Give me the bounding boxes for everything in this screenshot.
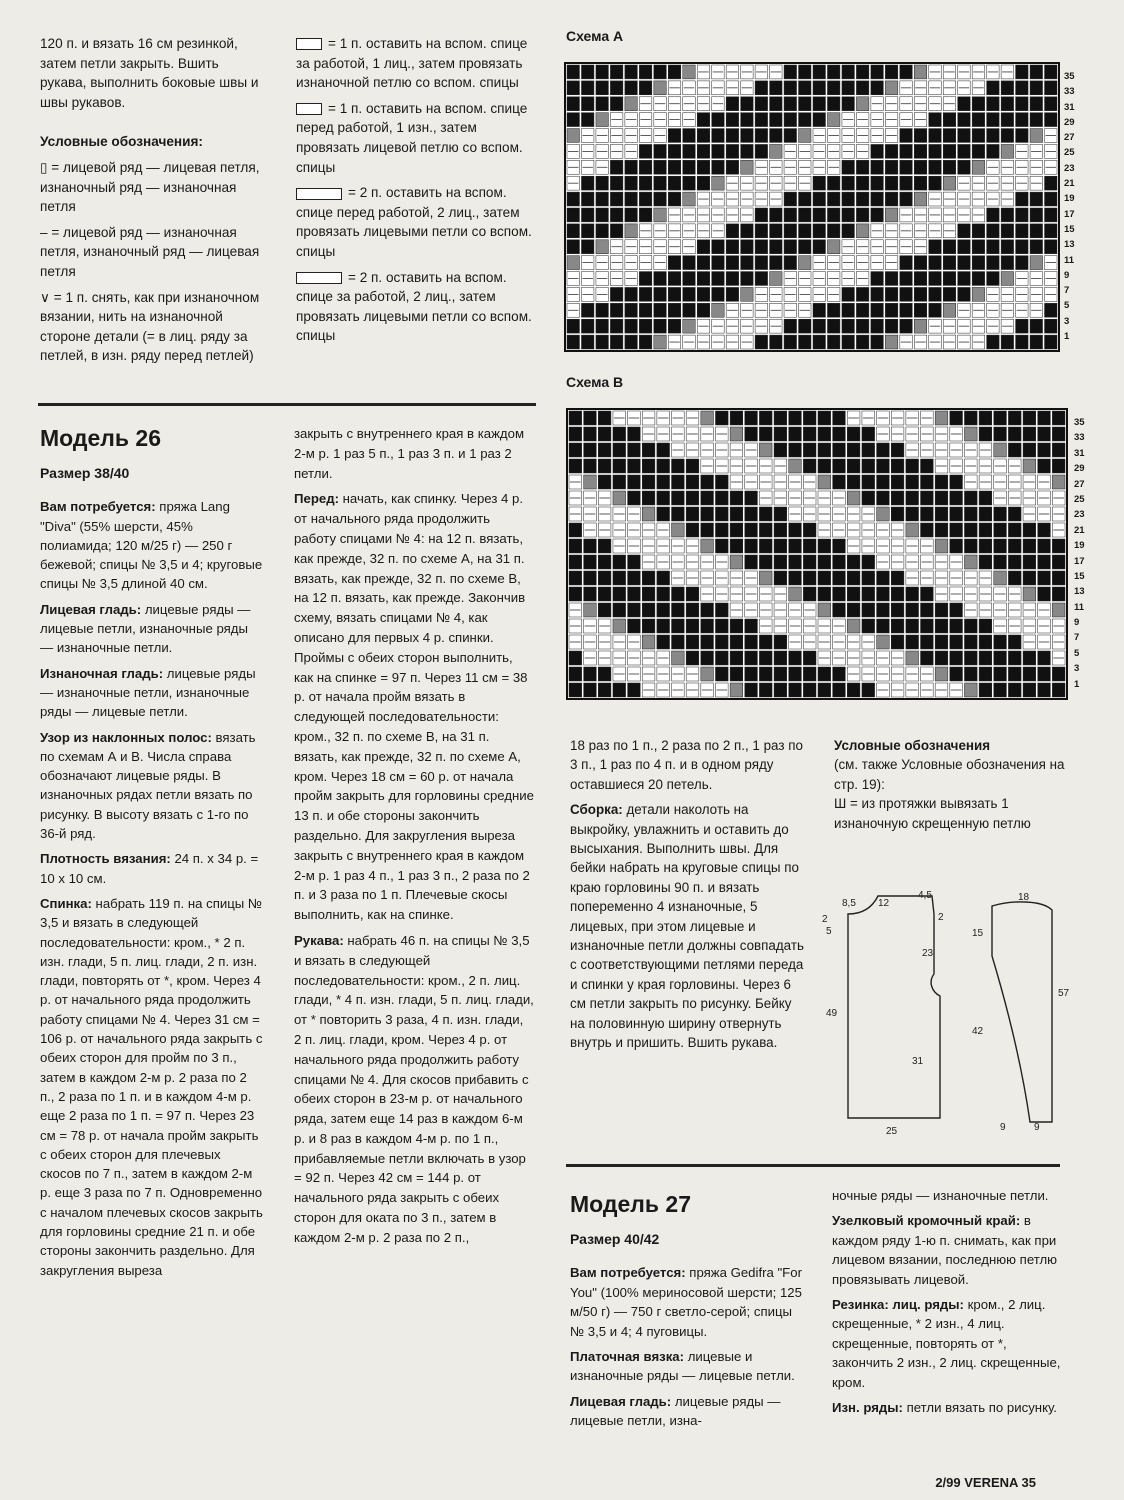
legend2-note: (см. также Условные обозначения на стр. 19): — [834, 757, 1065, 792]
model27-col2: ночные ряды — изнаночные петли. Узелковый кромочный край: в каждом ряду 1-ю п. снимать, как при лицевом вязании, последнюю петлю провязывать лицевой. Резинка: лиц. ряды: кром., 2 лиц. скрещенные, * 2 изн., 4 лиц. скрещенные, повторять от *, закончить 2 изн., 2 лиц. скрещенные, кром. Изн. ряды: петли вязать по рисунку. — [832, 1188, 1061, 1416]
row-label: 3 — [1074, 663, 1080, 675]
row-label: 9 — [1074, 617, 1080, 629]
row-label: 17 — [1074, 555, 1085, 567]
row-label: 31 — [1064, 101, 1075, 113]
dimension-label: 57 — [1058, 988, 1070, 999]
cable-legend-item: = 1 п. оставить на вспом. спице перед работой, 1 изн., затем провязать лицевой петлю со вспом. спицы — [296, 100, 528, 175]
row-label: 23 — [1064, 162, 1075, 174]
legend2-title: Условные обозначения — [834, 738, 991, 753]
row-label: 11 — [1074, 601, 1085, 613]
cable-symbol-icon — [296, 188, 342, 200]
model27-col1: Модель 27 Размер 40/42 Вам потребуется: пряжа Gedifra "For You" (100% мериносовой шерсти; 125 м/50 г) — 750 г светло-серой; спицы № 3,5 и 4; 4 пуговицы. Платочная вязка: лицевые и изнаночные ряды — лицевые петли. Лицевая гладь: лицевые ряды — лицевые петли, изна- — [570, 1191, 802, 1429]
intro-text: 120 п. и вязать 16 см резинкой, затем петли закрыть. Вшить рукава, выполнить боковые швы и швы рукавов. — [40, 36, 259, 110]
row-label: 23 — [1074, 509, 1085, 521]
dimension-label: 23 — [922, 948, 934, 959]
dimension-label: 15 — [972, 928, 984, 939]
row-label: 25 — [1074, 493, 1085, 505]
row-label: 15 — [1074, 570, 1085, 582]
legend-item: – = лицевой ряд — изнаночная петля, изнаночный ряд — лицевая петля — [40, 224, 260, 279]
row-label: 15 — [1064, 223, 1075, 235]
dimension-label: 31 — [912, 1056, 924, 1067]
cable-symbol-icon — [296, 38, 322, 50]
legend2-item: Ш = из протяжки вывязать 1 изнаночную скрещенную петлю — [834, 796, 1031, 831]
row-label: 3 — [1064, 315, 1070, 327]
dimension-label: 5 — [826, 926, 832, 937]
col1-top — [40, 34, 265, 372]
legend-item: ∨ = 1 п. снять, как при изнаночном вязании, нить на изнаночной стороне детали (= в лиц. ряду за петлей, в изн. ряду перед петлей) — [40, 289, 260, 364]
row-label: 25 — [1064, 147, 1075, 159]
legend-title: Условные обозначения: — [40, 134, 203, 150]
schema-b-grid — [566, 408, 1068, 700]
schema-b-row-labels — [1074, 416, 1085, 693]
dimension-label: 42 — [972, 1026, 984, 1037]
legend-item: ▯ = лицевой ряд — лицевая петля, изнаночный ряд — изнаночная петля — [40, 159, 260, 215]
dimension-label: 4,5 — [918, 890, 932, 901]
row-label: 33 — [1064, 86, 1075, 98]
row-label: 27 — [1064, 132, 1075, 144]
dimension-label: 9 — [1000, 1122, 1006, 1133]
row-label: 5 — [1074, 647, 1080, 659]
schema-a-grid — [564, 62, 1060, 352]
model26-title: Модель 26 — [40, 425, 162, 451]
row-label: 21 — [1064, 178, 1075, 190]
row-label: 17 — [1064, 208, 1075, 220]
model26-col3: 18 раз по 1 п., 2 раза по 2 п., 1 раз по 3 п., 1 раз по 4 п. и в одном ряду оставшиеся 20 петель. Сборка: детали наколоть на выкройку, увлажнить и оставить до высыхания. Выполнить швы. Для бейки набрать на круговые спицы по краю горловины 90 п. и вязать попеременно 4 изнаночные, 5 лицевых, при этом лицевые и изнаночные петли должны совпадать с соответствующими петлями переда и спинки у края горловины. Через 6 см петли закрыть по рисунку. Бейку на половинную ширину отвернуть внутрь и пришить. Вшить рукава. — [570, 738, 804, 1051]
legend2 — [834, 736, 1066, 839]
model27-size: Размер 40/42 — [570, 1231, 660, 1247]
dimension-label: 25 — [886, 1126, 898, 1136]
dimension-label: 18 — [1018, 892, 1030, 903]
row-label: 13 — [1074, 586, 1085, 598]
row-label: 33 — [1074, 432, 1085, 444]
row-label: 11 — [1064, 254, 1075, 266]
cable-legend-item: = 2 п. оставить на вспом. спице перед работой, 2 лиц., затем провязать лицевыми петли со вспом. спицы — [296, 185, 532, 259]
row-label: 1 — [1074, 678, 1080, 690]
row-label: 9 — [1064, 269, 1070, 281]
model26-col2: закрыть с внутреннего края в каждом 2-м р. 1 раз 5 п., 1 раз 3 п. и 1 раз 2 петли. Перед: начать, как спинку. Через 4 р. от начального ряда продолжить работу спицами № 4: на 12 п. вязать, как прежде, 32 п. по схеме А, на 31 п. вязать, как прежде, 32 п. по схеме В, на 12 п. вязать, как прежде. Закончив схему, вязать спицами № 4, как описано для первых 4 р. спинки. Проймы с обеих сторон выполнить, как на спинке = 97 п. Через 11 см = 38 р. от начала пройм вязать в следующей последовательности: кром., 32 п. по схеме В, на 31 п. вязать, как прежде, 32 п. по схеме А, кром. Через 18 см = 60 р. от начала пройм закрыть для горловины средние 13 п. и обе стороны закончить раздельно. Для закругления выреза закрыть с внутреннего края в каждом 2-м р. 1 раз 4 п., 1 раз 3 п., 2 раза по 2 п. и 3 раза по 1 п. Плечевые скосы выполнить, как на спинке. Рукава: набрать 46 п. на спицы № 3,5 и вязать в следующей последовательности: кром., 2 п. лиц. глади, * 4 п. изн. глади, 5 п. лиц. глади, от * повторить 3 раза, 4 п. изн. глади, 2 п. лиц. глади, кром. Через 4 р. от начального ряда продолжить работу спицами № 4. Для скосов прибавить с обеих сторон в 23-м р. от начального ряда, затем еще 14 раз в каждом 6-м р. и 8 раз в каждом 4-м р. по 1 п., прибавляемые петли включать в узор = 92 п. Через 42 см = 144 р. от начального ряда закрыть с обеих сторон для оката по 3 п., затем в каждом 2-м р. 2 раза по 2 п., — [294, 426, 535, 1245]
row-label: 29 — [1064, 116, 1075, 128]
row-label: 19 — [1074, 540, 1085, 552]
section-divider — [38, 403, 536, 406]
section-divider — [566, 1164, 1060, 1167]
row-label: 35 — [1064, 71, 1075, 82]
dimension-label: 9 — [1034, 1122, 1040, 1133]
pattern-diagram — [822, 886, 1072, 1136]
cable-legend-item: = 2 п. оставить на вспом. спице за работой, 2 лиц., затем провязать лицевыми петли со вспом. спицы — [296, 269, 532, 344]
cable-legend-item: = 1 п. оставить на вспом. спице за работой, 1 лиц., затем провязать изнаночной петлю со вспом. спицы — [296, 36, 528, 91]
model26-size: Размер 38/40 — [40, 465, 130, 481]
row-label: 13 — [1064, 239, 1075, 251]
dimension-label: 8,5 — [842, 898, 856, 909]
dimension-label: 12 — [878, 898, 890, 909]
page-footer: 2/99 VERENA 35 — [935, 1475, 1036, 1490]
row-label: 1 — [1064, 331, 1070, 343]
row-label: 7 — [1064, 285, 1070, 297]
row-label: 7 — [1074, 632, 1080, 644]
row-label: 35 — [1074, 417, 1085, 428]
row-label: 5 — [1064, 300, 1070, 312]
cable-symbol-icon — [296, 272, 342, 284]
col2-top — [296, 34, 532, 352]
row-label: 29 — [1074, 463, 1085, 475]
model27-title: Модель 27 — [570, 1191, 692, 1217]
row-label: 31 — [1074, 447, 1085, 459]
cable-symbol-icon — [296, 103, 322, 115]
model26-col1: Модель 26 Размер 38/40 Вам потребуется: пряжа Lang "Diva" (55% шерсти, 45% полиамида; 120 м/25 г) — 250 г бежевой; спицы № 3,5 и 4; круговые спицы № 3,5 длиной 40 см. Лицевая гладь: лицевые ряды — лицевые петли, изнаночные ряды — изнаночные петли. Изнаночная гладь: лицевые ряды — изнаночные петли, изнаночные ряды — лицевые петли. Узор из наклонных полос: вязать по схемам А и В. Числа справа обозначают лицевые ряды. В изнаночных рядах петли вязать по рисунку. В высоту вязать с 1-го по 36-й ряд. Плотность вязания: 24 п. х 34 р. = 10 х 10 см. Спинка: набрать 119 п. на спицы № 3,5 и вязать в следующей последовательности: кром., * 2 п. изн. глади, 5 п. лиц. глади, 2 п. изн. глади, повторять от *, кром. Через 4 р. от начального ряда продолжить работу спицами № 4. Через 31 см = 106 р. от начального ряда закрыть с обеих сторон для пройм по 3 п., затем в каждом 2-м р. 2 раза по 2 п., 2 раза по 1 п. и в каждом 4-м р. еще 2 раза по 1 п. = 97 п. Через 23 см = 78 р. от начала пройм закрыть с обеих сторон для плечевых скосов по 7 п., затем в каждом 2-м р. еще 3 раза по 7 п. Одновременно с началом плечевых скосов закрыть для горловины средние 21 п. и обе стороны закончить раздельно. Для закругления выреза — [40, 425, 263, 1278]
row-label: 27 — [1074, 478, 1085, 490]
schema-a-row-labels — [1064, 70, 1075, 345]
row-label: 21 — [1074, 524, 1085, 536]
dimension-label: 2 — [822, 914, 828, 925]
dimension-label: 2 — [938, 912, 944, 923]
schema-b-title: Схема В — [566, 374, 624, 390]
dimension-label: 49 — [826, 1008, 838, 1019]
row-label: 19 — [1064, 193, 1075, 205]
schema-a-title: Схема А — [566, 28, 624, 44]
